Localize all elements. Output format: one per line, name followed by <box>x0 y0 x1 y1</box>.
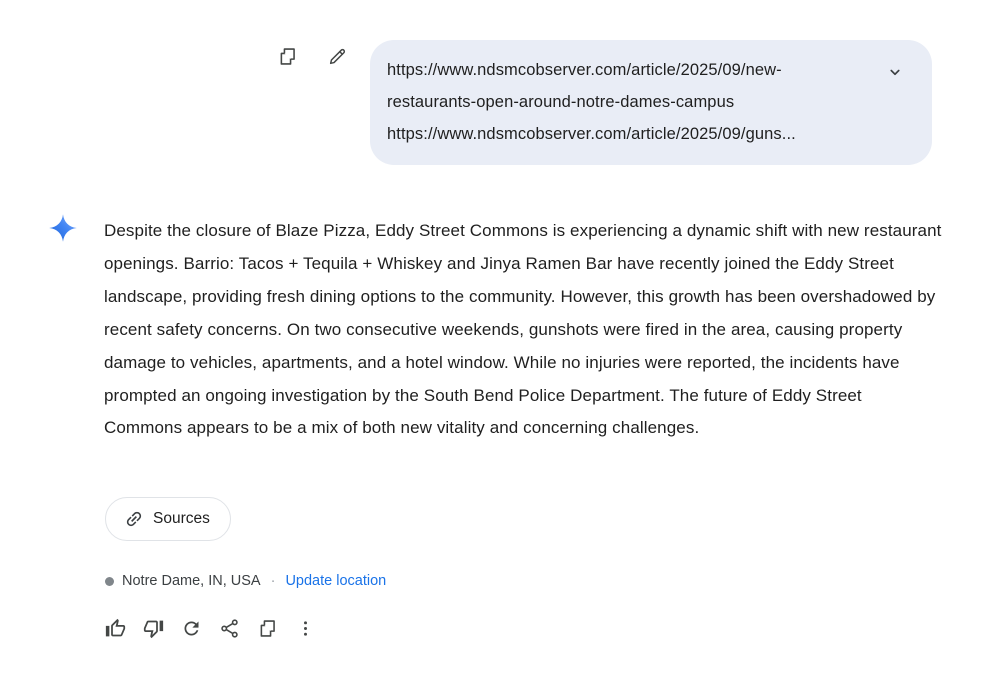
location-dot-icon <box>105 577 114 586</box>
user-message-line: https://www.ndsmcobserver.com/article/2025/09/guns... <box>387 125 796 143</box>
edit-pencil-icon <box>327 46 348 70</box>
response-text: Despite the closure of Blaze Pizza, Eddy Street Commons is experiencing a dynamic shift with new restaurant openings. Barrio: Tacos + Tequila + Whiskey and Jinya Ramen Bar have recently joined the Eddy Street landscape, providing fresh dining options to the community. However, this growth has been overshadowed by recent safety concerns. On two consecutive weekends, gunshots were fired in the area, causing property damage to vehicles, apartments, and a hotel window. While no injuries were reported, the incidents have prompted an ongoing investigation by the South Bend Police Department. The future of Eddy Street Commons appears to be a mix of both new vitality and concerning challenges. <box>104 221 942 438</box>
thumbs-down-icon <box>143 618 164 639</box>
thumbs-down-button[interactable] <box>137 612 170 645</box>
share-icon <box>219 618 240 639</box>
expand-message-button[interactable] <box>880 58 910 88</box>
copy-icon <box>257 618 278 639</box>
regenerate-button[interactable] <box>175 612 208 645</box>
sources-button[interactable] <box>105 497 231 541</box>
response-actions-row <box>99 612 322 645</box>
copy-response-button[interactable] <box>251 612 284 645</box>
user-message-bubble <box>370 40 932 165</box>
location-text: Notre Dame, IN, USA <box>122 573 261 589</box>
location-separator: · <box>270 573 276 589</box>
refresh-icon <box>181 618 202 639</box>
copy-icon <box>277 46 298 70</box>
user-message-line: restaurants-open-around-notre-dames-campus <box>387 93 735 111</box>
more-options-button[interactable] <box>289 612 322 645</box>
more-vertical-icon <box>295 618 316 639</box>
edit-message-button[interactable] <box>321 42 353 74</box>
copy-message-button[interactable] <box>271 42 303 74</box>
share-button[interactable] <box>213 612 246 645</box>
link-icon <box>124 509 144 529</box>
thumbs-up-icon <box>105 618 126 639</box>
chevron-down-icon <box>886 63 904 84</box>
user-message-line: https://www.ndsmcobserver.com/article/2025/09/new- <box>387 61 782 79</box>
sources-button-label: Sources <box>153 510 210 527</box>
gemini-sparkle-icon <box>48 213 78 243</box>
thumbs-up-button[interactable] <box>99 612 132 645</box>
update-location-link[interactable]: Update location <box>285 573 387 589</box>
location-row <box>105 573 386 589</box>
